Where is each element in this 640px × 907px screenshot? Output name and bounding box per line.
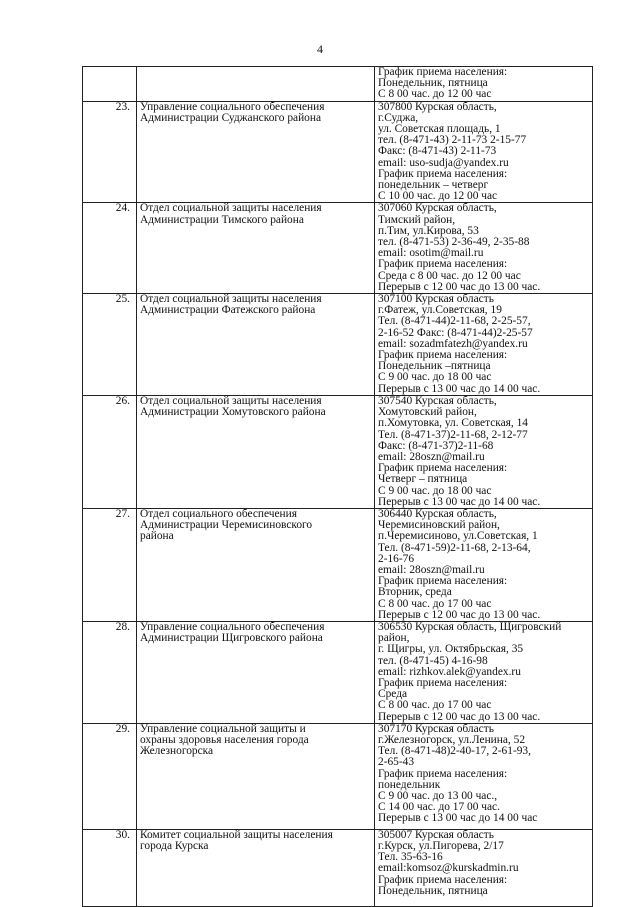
contact-line: 305007 Курская область <box>378 829 494 841</box>
contact-line: Перерыв с 13 00 час до 14 00 час. <box>378 383 541 395</box>
organization-name-line: Администрации Черемисиновского <box>140 520 313 532</box>
contact-line: тел. (8-471-53) 2-36-49, 2-35-88 <box>378 237 530 249</box>
contact-line: 2-16-52 Факс: (8-471-44)2-25-57 <box>378 327 533 339</box>
contact-line: Перерыв с 12 00 час до 13 00 час. <box>378 281 541 293</box>
contact-line: 307540 Курская область, <box>378 395 497 407</box>
contact-line: Тел. (8-471-44)2-11-68, 2-25-57, <box>378 316 531 328</box>
contact-line: 307170 Курская область <box>378 723 494 735</box>
organization-name-line: города Курска <box>140 840 209 852</box>
contact-line: График приема населения: <box>378 463 508 475</box>
table-row <box>83 67 593 102</box>
contact-info <box>375 294 593 396</box>
organization-name-line: Отдел социального обеспечения <box>140 508 297 520</box>
table-row <box>83 203 593 294</box>
contact-line: График приема населения: <box>378 350 508 362</box>
contact-info <box>375 829 593 906</box>
contact-info <box>375 508 593 621</box>
organization-name-line: Администрации Хомутовского района <box>140 407 326 419</box>
row-number: 25. <box>83 294 137 396</box>
contact-line: Черемисиновский район, <box>378 520 500 532</box>
contact-line: г.Железногорск, ул.Ленина, 52 <box>378 734 526 746</box>
contact-line: Понедельник –пятница <box>378 361 491 373</box>
email-address[interactable]: email: rizhkov.alek@yandex.ru <box>378 666 521 678</box>
organization-name <box>137 203 375 294</box>
contact-line: Перерыв с 12 00 час до 13 00 час. <box>378 609 541 621</box>
table-row <box>83 395 593 508</box>
contact-line: С 8 00 час. до 12 00 час <box>378 89 492 101</box>
organization-name-line: Администрации Фатежского района <box>140 305 316 317</box>
contact-line: 307800 Курская область, <box>378 101 497 113</box>
email-address[interactable]: email: uso-sudja@yandex.ru <box>378 157 509 169</box>
contact-info <box>375 723 593 829</box>
contact-line: 306440 Курская область, <box>378 508 497 520</box>
email-address[interactable]: email: osotim@mail.ru <box>378 248 484 260</box>
contact-line: График приема населения: <box>378 67 508 78</box>
email-address[interactable]: email:komsoz@kurskadmin.ru <box>378 863 519 875</box>
organization-name-line: Железногорска <box>140 746 214 758</box>
row-number: 29. <box>83 723 137 829</box>
contact-line: График приема населения: <box>378 677 508 689</box>
contact-line: Тел. (8-471-37)2-11-68, 2-12-77 <box>378 429 528 441</box>
contact-line: Среда <box>378 689 408 701</box>
row-number: 30. <box>83 829 137 906</box>
contact-line: График приема населения: <box>378 874 508 886</box>
row-number: 27. <box>83 508 137 621</box>
contact-line: График приема населения: <box>378 259 508 271</box>
contact-line: Тимский район, <box>378 214 456 226</box>
organization-name <box>137 621 375 723</box>
contact-line: Тел. (8-471-59)2-11-68, 2-13-64, <box>378 542 531 554</box>
contact-line: Среда с 8 00 час. до 12 00 час <box>378 270 521 282</box>
contact-info <box>375 621 593 723</box>
organization-name <box>137 508 375 621</box>
row-number: 28. <box>83 621 137 723</box>
contact-line: С 9 00 час. до 18 00 час <box>378 485 492 497</box>
contact-line: п.Хомутовка, ул. Советская, 14 <box>378 418 528 430</box>
email-address[interactable]: email: 28oszn@mail.ru <box>378 451 485 463</box>
organization-name <box>137 101 375 203</box>
contact-line: 307060 Курская область, <box>378 203 497 215</box>
row-number: 26. <box>83 395 137 508</box>
contact-line: Факс: (8-471-37)2-11-68 <box>378 440 494 452</box>
table-row <box>83 294 593 396</box>
contact-line: График приема населения: <box>378 576 508 588</box>
contact-line: понедельник <box>378 779 441 791</box>
organization-name-line: Администрации Щигровского района <box>140 633 323 645</box>
row-number: 23. <box>83 101 137 203</box>
contact-line: г.Фатеж, ул.Советская, 19 <box>378 305 502 317</box>
organization-name <box>137 829 375 906</box>
organization-name-line: Отдел социальной защиты населения <box>140 294 322 306</box>
contact-line: График приема населения: <box>378 168 508 180</box>
contact-info <box>375 203 593 294</box>
contact-line: С 10 00 час. до 12 00 час <box>378 191 498 203</box>
row-number: 24. <box>83 203 137 294</box>
organization-name-line: Администрации Суджанского района <box>140 112 322 124</box>
contact-info <box>375 67 593 102</box>
organization-name-line: Управление социальной защиты и <box>140 723 306 735</box>
contact-line: С 14 00 час. до 17 00 час. <box>378 802 500 814</box>
contact-line: С 8 00 час. до 17 00 час <box>378 700 492 712</box>
contact-line: С 9 00 час. до 13 00 час., <box>378 791 498 802</box>
row-number <box>83 67 137 102</box>
organization-name <box>137 395 375 508</box>
page-number: 4 <box>317 42 323 56</box>
organization-name-line: Отдел социальной защиты населения <box>140 203 322 215</box>
contact-line: С 8 00 час. до 17 00 час <box>378 598 492 610</box>
contact-line: Понедельник, пятница <box>378 885 488 897</box>
contact-line: район, <box>378 633 410 645</box>
table-row <box>83 829 593 906</box>
contact-line: г.Суджа, <box>378 112 419 124</box>
contact-line: Четверг – пятница <box>378 474 468 486</box>
organization-name-line: Администрации Тимского района <box>140 214 304 226</box>
organization-name <box>137 294 375 396</box>
organization-name-line: Комитет социальной защиты населения <box>140 829 333 841</box>
contact-line: г. Щигры, ул. Октябрьская, 35 <box>378 644 524 656</box>
contact-line: Понедельник, пятница <box>378 78 488 90</box>
organization-name-line: Отдел социальной защиты населения <box>140 395 322 407</box>
table-row <box>83 723 593 829</box>
organization-name-line: района <box>140 531 174 543</box>
contact-line: Тел. (8-471-48)2-40-17, 2-61-93, <box>378 746 531 758</box>
contact-line: г.Курск, ул.Пигорева, 2/17 <box>378 840 504 852</box>
contact-line: Перерыв с 13 00 час до 14 00 час. <box>378 496 541 508</box>
contact-info <box>375 101 593 203</box>
contact-line: 306530 Курская область, Щигровский <box>378 621 562 633</box>
contact-line: Тел. 35-63-16 <box>378 852 443 864</box>
contact-line: тел. (8-471-43) 2-11-73 2-15-77 <box>378 135 527 147</box>
table-row <box>83 101 593 203</box>
contact-line: График приема населения: <box>378 768 508 780</box>
contact-line: понедельник – четверг <box>378 180 489 192</box>
contact-line: 2-16-76 <box>378 553 415 565</box>
contact-info <box>375 395 593 508</box>
contact-line: Вторник, среда <box>378 587 452 599</box>
social-services-table <box>82 66 593 907</box>
email-address[interactable]: email: sozadmfatezh@yandex.ru <box>378 338 528 350</box>
contact-line: тел. (8-471-45) 4-16-98 <box>378 655 488 667</box>
contact-line: п.Черемисиново, ул.Советская, 1 <box>378 531 538 543</box>
organization-name-line: Управление социального обеспечения <box>140 101 325 113</box>
organization-name <box>137 67 375 102</box>
organization-name <box>137 723 375 829</box>
contact-line: Перерыв с 12 00 час до 13 00 час. <box>378 711 541 723</box>
contact-line: С 9 00 час. до 18 00 час <box>378 372 492 384</box>
contact-line: ул. Советская площадь, 1 <box>378 124 501 136</box>
contact-line: 307100 Курская область <box>378 294 494 306</box>
contact-line: Факс: (8-471-43) 2-11-73 <box>378 146 497 158</box>
organization-name-line: Управление социального обеспечения <box>140 621 325 633</box>
organization-name-line: охраны здоровья населения города <box>140 734 309 746</box>
contact-line: Перерыв с 13 00 час до 14 00 час <box>378 813 538 825</box>
table-row <box>83 508 593 621</box>
contact-line: п.Тим, ул.Кирова, 53 <box>378 225 479 237</box>
email-address[interactable]: email: 28oszn@mail.ru <box>378 564 485 576</box>
contact-line: 2-65-43 <box>378 757 415 769</box>
contact-line: Хомутовский район, <box>378 407 477 419</box>
table-row <box>83 621 593 723</box>
